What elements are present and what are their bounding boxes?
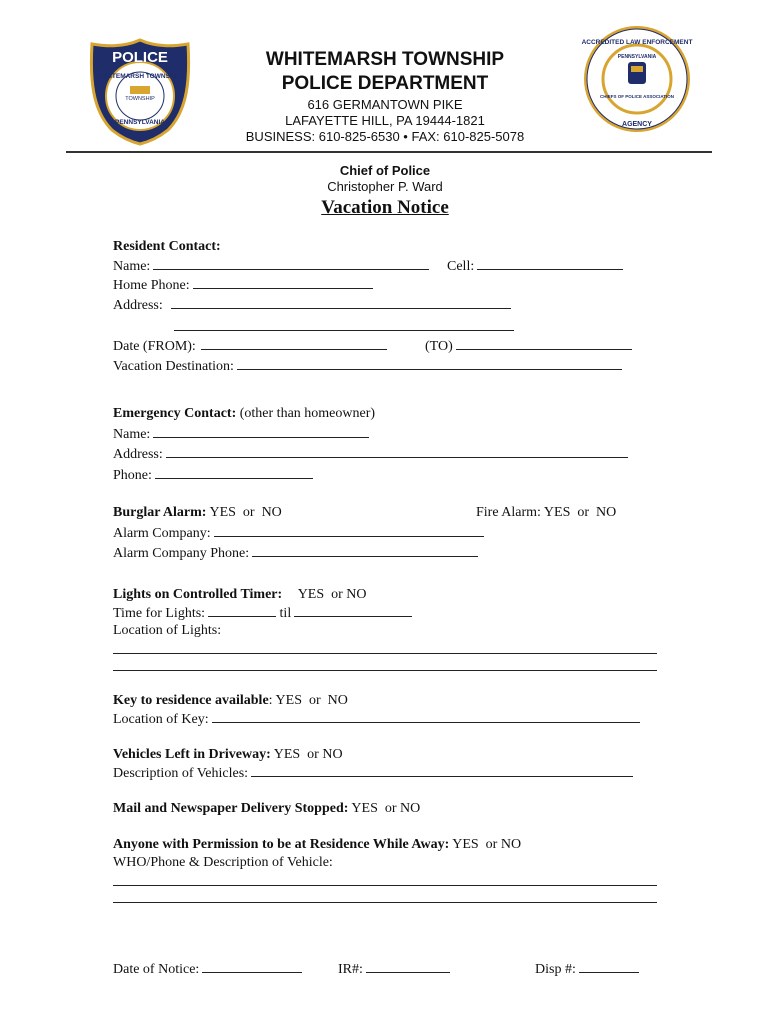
header-divider [66, 151, 712, 153]
mail-options[interactable]: YES or NO [351, 801, 421, 816]
date-to-label: (TO) [425, 339, 453, 354]
badge-inner-text: TOWNSHIP [125, 96, 155, 102]
lights-location-label: Location of Lights: [113, 623, 222, 638]
permission-who-line1[interactable] [113, 885, 657, 886]
date-to-field[interactable] [456, 337, 632, 350]
emergency-phone-field[interactable] [155, 466, 313, 479]
alarm-company-phone-field[interactable] [252, 544, 478, 557]
alarm-company-phone-row [113, 544, 478, 562]
vehicles-description-field[interactable] [251, 764, 633, 777]
resident-address-line2[interactable] [174, 330, 514, 331]
lights-time-from-field[interactable] [208, 604, 276, 617]
emergency-address-field[interactable] [166, 445, 628, 458]
footer-ir-row [338, 960, 450, 978]
resident-address-row [113, 296, 511, 314]
alarm-company-row [113, 524, 484, 542]
seal-inner-top-text: PENNSYLVANIA [617, 54, 657, 60]
resident-home-phone-row [113, 276, 373, 294]
alarm-company-field[interactable] [214, 524, 484, 537]
vehicles-row [113, 746, 343, 763]
permission-row [113, 836, 521, 853]
lights-row [113, 586, 367, 603]
header-title-line1: WHITEMARSH TOWNSHIP [265, 49, 505, 70]
emergency-address-row [113, 445, 628, 463]
emergency-heading: Emergency Contact: [113, 406, 237, 421]
resident-home-phone-label: Home Phone: [113, 278, 190, 293]
accreditation-seal-logo [572, 24, 702, 134]
footer-ir-field[interactable] [366, 960, 450, 973]
police-badge-logo [88, 38, 192, 146]
permission-options[interactable]: YES or NO [452, 837, 522, 852]
burglar-alarm-options[interactable]: YES or NO [209, 505, 282, 520]
permission-label: Anyone with Permission to be at Residence While Away: [113, 837, 450, 852]
chief-name: Christopher P. Ward [327, 179, 443, 194]
footer-disp-field[interactable] [579, 960, 639, 973]
date-from-field[interactable] [201, 337, 387, 350]
footer-ir-label: IR#: [338, 962, 363, 977]
footer-date-row [113, 960, 302, 978]
badge-ring-text: WHITEMARSH TOWNSHIP [99, 73, 181, 80]
permission-who-label: WHO/Phone & Description of Vehicle: [113, 855, 333, 870]
seal-ring-bottom-text: AGENCY [622, 121, 652, 128]
emergency-phone-row [113, 466, 313, 484]
header-contact: BUSINESS: 610-825-6530 • FAX: 610-825-5078 [245, 129, 525, 144]
chief-role: Chief of Police [339, 163, 431, 178]
header-title-line2: POLICE DEPARTMENT [281, 73, 489, 94]
emergency-name-field[interactable] [153, 425, 369, 438]
resident-cell-field[interactable] [477, 257, 623, 270]
emergency-heading-row [113, 405, 375, 422]
burglar-alarm-label: Burglar Alarm: [113, 505, 207, 520]
mail-label: Mail and Newspaper Delivery Stopped: [113, 801, 349, 816]
seal-ring-top-text: ACCREDITED LAW ENFORCEMENT [581, 39, 693, 46]
emergency-address-label: Address: [113, 447, 163, 462]
vehicles-options[interactable]: YES or NO [273, 747, 343, 762]
footer-disp-row [535, 960, 639, 978]
key-location-row [113, 710, 640, 728]
emergency-name-row [113, 425, 369, 443]
badge-bottom-text: PENNSYLVANIA [115, 119, 165, 126]
resident-cell-row [447, 257, 623, 275]
resident-address-label: Address: [113, 298, 163, 313]
emergency-name-label: Name: [113, 427, 151, 442]
key-label: Key to residence available [113, 693, 269, 708]
permission-who-line2[interactable] [113, 902, 657, 903]
date-to-row [425, 337, 632, 355]
vehicles-label: Vehicles Left in Driveway: [113, 747, 271, 762]
lights-til-label: til [279, 606, 292, 621]
lights-options[interactable]: YES or NO [297, 587, 367, 602]
lights-time-to-field[interactable] [294, 604, 412, 617]
vehicles-description-label: Description of Vehicles: [113, 766, 249, 781]
key-row [113, 692, 348, 709]
seal-inner-bottom-text: CHIEFS OF POLICE ASSOCIATION [599, 94, 675, 99]
resident-name-field[interactable] [153, 257, 429, 270]
lights-label: Lights on Controlled Timer: [113, 587, 283, 602]
date-from-label: Date (FROM): [113, 339, 196, 354]
destination-label: Vacation Destination: [113, 359, 234, 374]
alarm-company-label: Alarm Company: [113, 526, 211, 541]
key-location-field[interactable] [212, 710, 640, 723]
mail-row [113, 800, 420, 817]
destination-field[interactable] [237, 357, 622, 370]
alarm-company-phone-label: Alarm Company Phone: [113, 546, 250, 561]
resident-cell-label: Cell: [447, 259, 475, 274]
resident-name-row [113, 257, 429, 275]
document-title: Vacation Notice [321, 197, 449, 218]
burglar-alarm-row [113, 504, 282, 521]
resident-heading: Resident Contact: [113, 239, 221, 254]
fire-alarm-text[interactable]: Fire Alarm: YES or NO [476, 505, 617, 520]
key-location-label: Location of Key: [113, 712, 209, 727]
lights-time-label: Time for Lights: [113, 606, 206, 621]
header-address2: LAFAYETTE HILL, PA 19444-1821 [285, 113, 485, 128]
footer-disp-label: Disp #: [535, 962, 576, 977]
key-options[interactable]: : YES or NO [268, 693, 348, 708]
lights-time-row [113, 604, 412, 622]
emergency-note: (other than homeowner) [239, 406, 376, 421]
resident-name-label: Name: [113, 259, 151, 274]
resident-home-phone-field[interactable] [193, 276, 373, 289]
footer-date-field[interactable] [202, 960, 302, 973]
emergency-phone-label: Phone: [113, 468, 152, 483]
lights-location-line2[interactable] [113, 670, 657, 671]
badge-top-text: POLICE [112, 49, 168, 66]
date-from-row [113, 337, 387, 355]
vehicles-description-row [113, 764, 633, 782]
destination-row [113, 357, 622, 375]
lights-location-line1[interactable] [113, 653, 657, 654]
footer-date-label: Date of Notice: [113, 962, 200, 977]
header-address1: 616 GERMANTOWN PIKE [307, 97, 463, 112]
resident-address-field[interactable] [171, 296, 511, 309]
